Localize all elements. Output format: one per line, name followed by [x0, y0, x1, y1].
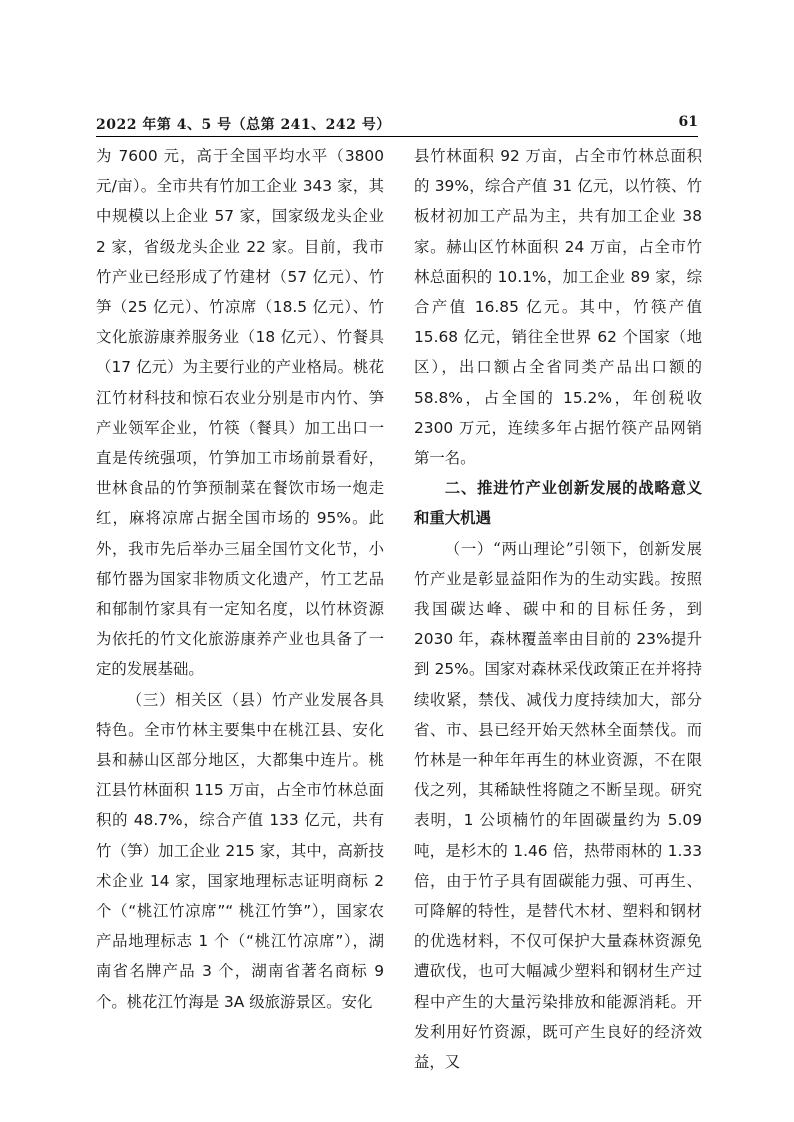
running-header: [96, 114, 698, 136]
paragraph-body: 全市竹林主要集中在桃江县、安化县和赫山区部分地区，大都集中连片。桃江县竹林面积 115 万亩，占全市竹林总面积的 48.7%，综合产值 133 亿元，共有竹（笋）加工企业 215 家，其中，高新技术企业 14 家，国家地理标志证明商标 2 个（“桃江竹凉席”“ 桃江竹笋”），国家农产品地理标志 1 个（“桃江竹凉席”），湖南省名牌产品 3 个，湖南省著名商标 9 个。桃花江竹海是 3A 级旅游景区。安化: [96, 720, 384, 1011]
paragraph-district-features: [96, 685, 384, 1017]
paragraph-two-mountains: [414, 534, 702, 1078]
subsection-lead: （一）“两山理论”引领下，创新发展竹产业是彰显益阳作为的生动实践。: [414, 539, 702, 588]
subsection-lead: （三）相关区（县）竹产业发展各具特色。: [96, 690, 384, 739]
page-number: 61: [678, 114, 698, 130]
header-rule: [96, 136, 698, 137]
section-heading: 二、推进竹产业创新发展的战略意义和重大机遇: [414, 479, 702, 528]
paragraph-continued: 为 7600 元，高于全国平均水平（3800 元/亩）。全市共有竹加工企业 343 家，其中规模以上企业 57 家，国家级龙头企业 2 家，省级龙头企业 22 家。目前，我市竹产业已经形成了竹建材（57 亿元）、竹笋（25 亿元）、竹凉席（18.5 亿元）、竹文化旅游康养服务业（18 亿元）、竹餐具（17 亿元）为主要行业的产业格局。桃花江竹材科技和惊石农业分别是市内竹、笋产业领军企业，竹筷（餐具）加工出口一直是传统强项，竹笋加工市场前景看好，世林食品的竹笋预制菜在餐饮市场一炮走红，麻将凉席占据全国市场的 95%。此外，我市先后举办三届全国竹文化节，小郁竹器为国家非物质文化遗产，竹工艺品和郁制竹家具有一定知名度，以竹林资源为依托的竹文化旅游康养产业也具备了一定的发展基础。: [96, 147, 384, 679]
paragraph-body: 按照我国碳达峰、碳中和的目标任务，到 2030 年，森林覆盖率由目前的 23%提升到 25%。国家对森林采伐政策正在并将持续收紧，禁伐、减伐力度持续加大，部分省、市、县已经开始天然林全面禁伐。而竹林是一种年年再生的林业资源，不在限伐之列，其稀缺性将随之不断呈现。研究表明，1 公顷楠竹的年固碳量约为 5.09 吨，是杉木的 1.46 倍，热带雨林的 1.33 倍，由于竹子具有固碳能力强、可再生、可降解的特性，是替代木材、塑料和钢材的优选材料，不仅可保护大量森林资源免遭砍伐，也可大幅减少塑料和钢材生产过程中产生的大量污染排放和能源消耗。开发利用好竹资源，既可产生良好的经济效益，又: [414, 569, 702, 1072]
right-column: [414, 141, 702, 1077]
journal-issue: 2022 年第 4、5 号（总第 241、242 号）: [96, 117, 391, 133]
left-column: [96, 141, 384, 1017]
paragraph-continued: 县竹林面积 92 万亩，占全市竹林总面积的 39%，综合产值 31 亿元，以竹筷、竹板材初加工产品为主，共有加工企业 38 家。赫山区竹林面积 24 万亩，占全市竹林总面积的 10.1%，加工企业 89 家，综合产值 16.85 亿元。其中，竹筷产值 15.68 亿元，销往全世界 62 个国家（地区），出口额占全省同类产品出口额的 58.8%，占全国的 15.2%，年创税收 2300 万元，连续多年占据竹筷产品网销第一名。: [414, 147, 702, 468]
